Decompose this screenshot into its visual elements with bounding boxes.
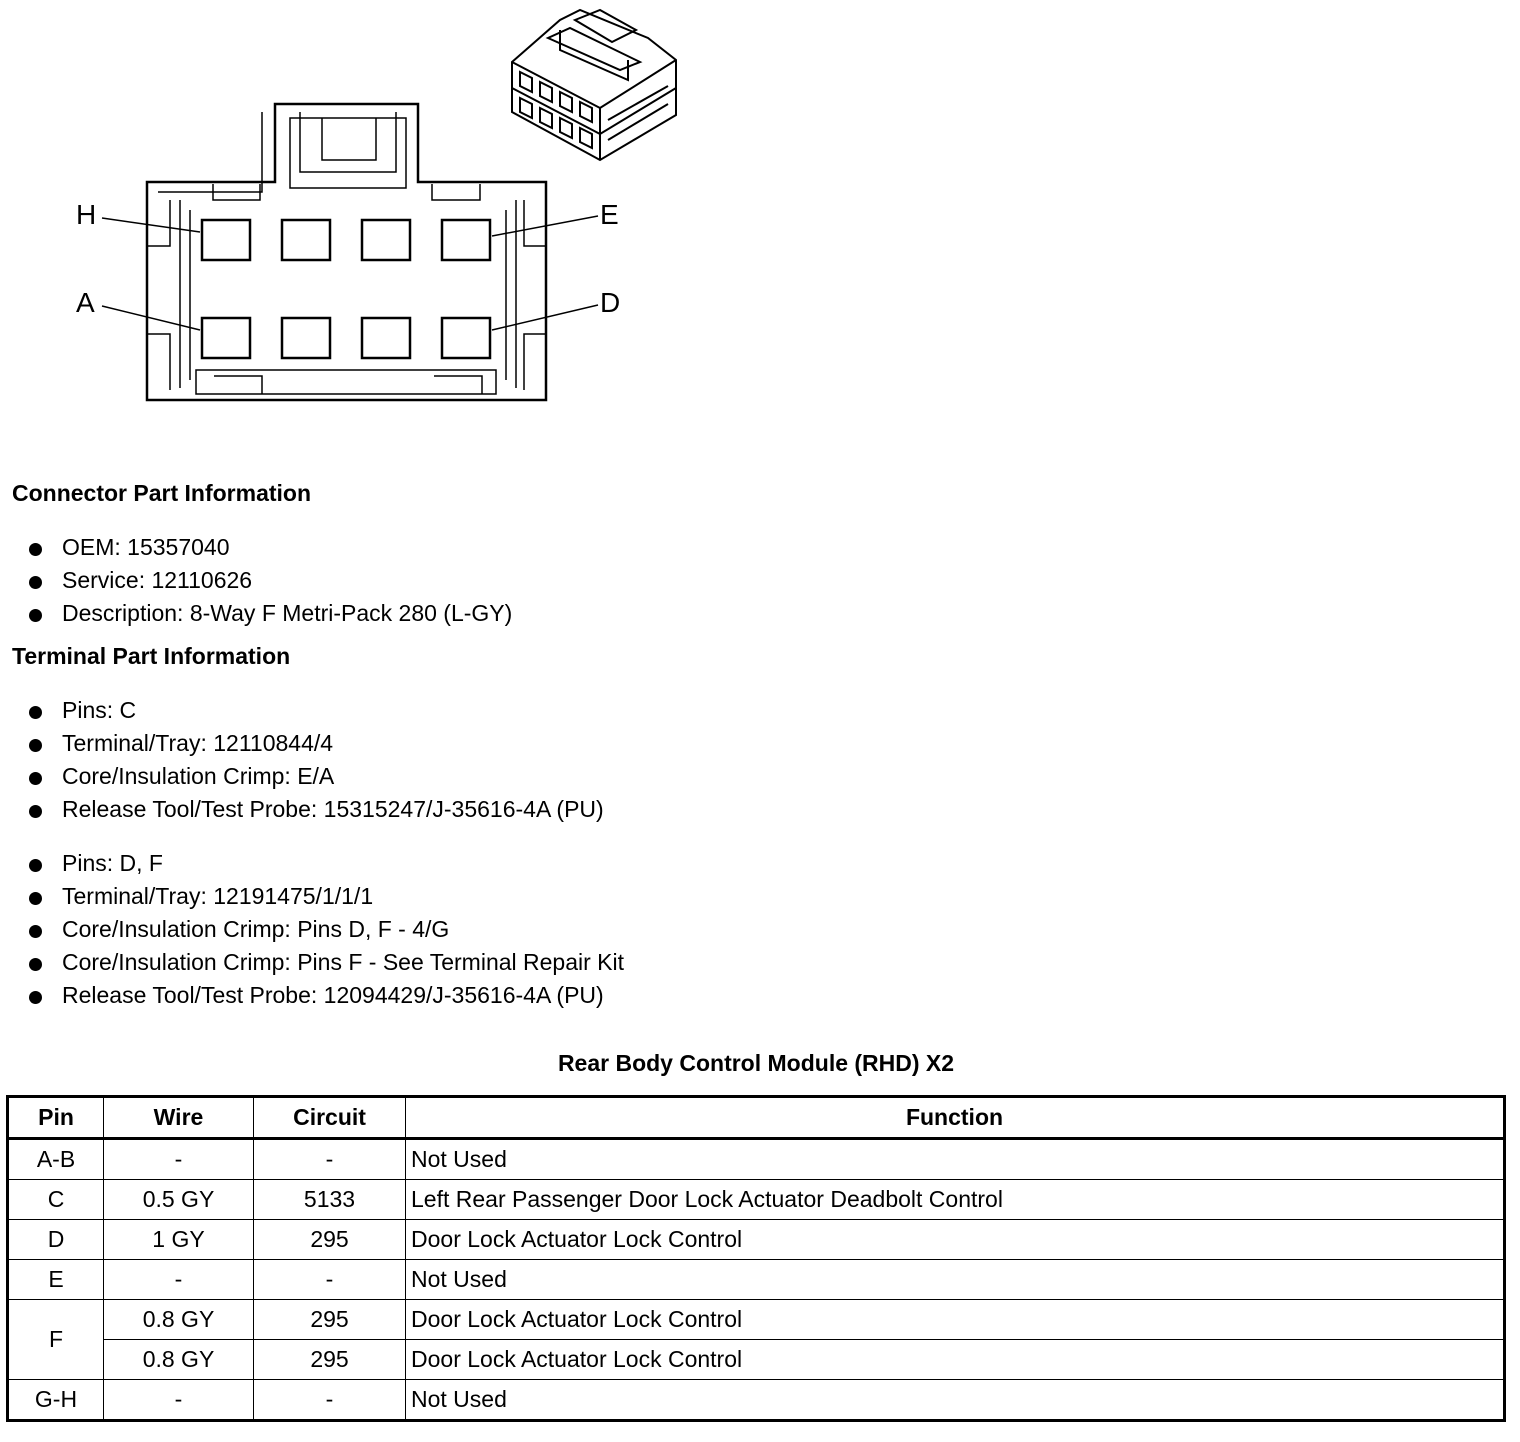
cell-circuit: 295 bbox=[254, 1340, 406, 1380]
header-circuit: Circuit bbox=[254, 1097, 406, 1139]
table-row bbox=[8, 1139, 1505, 1180]
terminal-group-2-list bbox=[28, 847, 624, 1012]
table-row bbox=[8, 1380, 1505, 1421]
connector-part-info-list bbox=[28, 531, 512, 630]
cell-pin: C bbox=[8, 1180, 104, 1220]
cell-wire: - bbox=[104, 1260, 254, 1300]
list-item: Core/Insulation Crimp: Pins F - See Terminal Repair Kit bbox=[28, 946, 624, 979]
list-item: Release Tool/Test Probe: 12094429/J-35616-4A (PU) bbox=[28, 979, 624, 1012]
table-row bbox=[8, 1260, 1505, 1300]
terminal-part-info-heading: Terminal Part Information bbox=[12, 643, 291, 669]
cell-wire: 0.5 GY bbox=[104, 1180, 254, 1220]
list-item: OEM: 15357040 bbox=[28, 531, 512, 564]
cell-function: Door Lock Actuator Lock Control bbox=[406, 1220, 1505, 1260]
cell-pin: G-H bbox=[8, 1380, 104, 1421]
connector-3d-view bbox=[512, 10, 676, 160]
pin-label-e: E bbox=[600, 199, 619, 230]
cell-circuit: 295 bbox=[254, 1220, 406, 1260]
list-item: Core/Insulation Crimp: E/A bbox=[28, 760, 604, 793]
table-row bbox=[8, 1220, 1505, 1260]
list-item: Terminal/Tray: 12110844/4 bbox=[28, 727, 604, 760]
cell-circuit: - bbox=[254, 1139, 406, 1180]
list-item: Terminal/Tray: 12191475/1/1/1 bbox=[28, 880, 624, 913]
cell-function: Not Used bbox=[406, 1380, 1505, 1421]
table-header-row bbox=[8, 1097, 1505, 1139]
cell-pin: E bbox=[8, 1260, 104, 1300]
cell-wire: 0.8 GY bbox=[104, 1300, 254, 1340]
cell-pin: A-B bbox=[8, 1139, 104, 1180]
cell-wire: - bbox=[104, 1139, 254, 1180]
list-item: Service: 12110626 bbox=[28, 564, 512, 597]
cell-wire: 1 GY bbox=[104, 1220, 254, 1260]
header-pin: Pin bbox=[8, 1097, 104, 1139]
cell-function: Left Rear Passenger Door Lock Actuator Deadbolt Control bbox=[406, 1180, 1505, 1220]
table-title: Rear Body Control Module (RHD) X2 bbox=[557, 1050, 955, 1076]
cell-wire: - bbox=[104, 1380, 254, 1421]
header-wire: Wire bbox=[104, 1097, 254, 1139]
list-item: Pins: D, F bbox=[28, 847, 624, 880]
header-function: Function bbox=[406, 1097, 1505, 1139]
list-item: Core/Insulation Crimp: Pins D, F - 4/G bbox=[28, 913, 624, 946]
table-row bbox=[8, 1300, 1505, 1340]
list-item: Description: 8-Way F Metri-Pack 280 (L-GY) bbox=[28, 597, 512, 630]
pin-label-a: A bbox=[76, 287, 95, 318]
pin-label-d: D bbox=[600, 287, 621, 318]
cell-circuit: - bbox=[254, 1380, 406, 1421]
cell-pin: F bbox=[8, 1300, 104, 1380]
table-row bbox=[8, 1340, 1505, 1380]
pinout-table bbox=[6, 1095, 1506, 1422]
cell-function: Door Lock Actuator Lock Control bbox=[406, 1340, 1505, 1380]
terminal-group-1-list bbox=[28, 694, 604, 826]
connector-face bbox=[147, 104, 546, 400]
cell-circuit: - bbox=[254, 1260, 406, 1300]
connector-part-info-heading: Connector Part Information bbox=[12, 480, 312, 506]
pin-label-h: H bbox=[76, 199, 97, 230]
cell-function: Not Used bbox=[406, 1139, 1505, 1180]
cell-pin: D bbox=[8, 1220, 104, 1260]
cell-circuit: 295 bbox=[254, 1300, 406, 1340]
cavity-grid bbox=[202, 220, 490, 358]
cell-wire: 0.8 GY bbox=[104, 1340, 254, 1380]
list-item: Release Tool/Test Probe: 15315247/J-35616-4A (PU) bbox=[28, 793, 604, 826]
list-item: Pins: C bbox=[28, 694, 604, 727]
table-row bbox=[8, 1180, 1505, 1220]
connector-diagram bbox=[0, 0, 700, 420]
cell-function: Door Lock Actuator Lock Control bbox=[406, 1300, 1505, 1340]
cell-circuit: 5133 bbox=[254, 1180, 406, 1220]
cell-function: Not Used bbox=[406, 1260, 1505, 1300]
